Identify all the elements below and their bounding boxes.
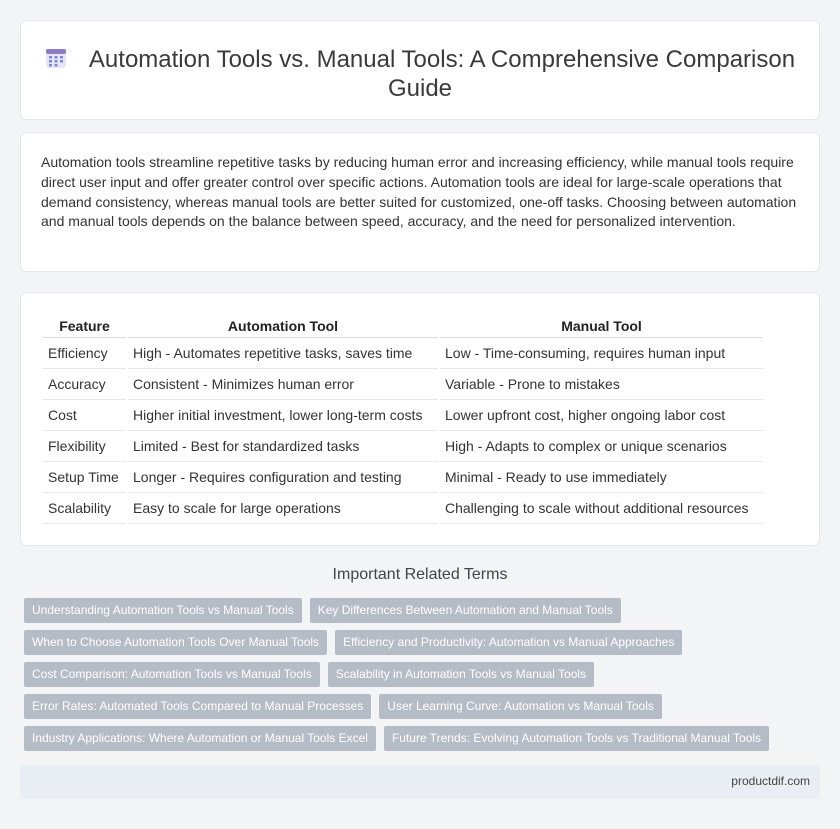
feature-cell: Scalability [43,492,127,523]
automation-cell: Consistent - Minimizes human error [127,368,439,399]
feature-cell: Flexibility [43,430,127,461]
table-row [43,399,763,430]
automation-cell: High - Automates repetitive tasks, saves time [127,337,439,368]
tag-row [24,598,824,630]
page-title [21,45,819,103]
manual-cell: Variable - Prone to mistakes [439,368,763,399]
related-term-link[interactable]: Future Trends: Evolving Automation Tools vs Traditional Manual Tools [384,726,769,751]
table-row [43,492,763,523]
tag-row [24,726,824,758]
automation-cell: Limited - Best for standardized tasks [127,430,439,461]
footer [20,765,820,799]
automation-cell: Higher initial investment, lower long-term costs [127,399,439,430]
automation-cell: Longer - Requires configuration and testing [127,461,439,492]
tag-row [24,662,824,694]
related-term-link[interactable]: Understanding Automation Tools vs Manual Tools [24,598,302,623]
manual-cell: Low - Time-consuming, requires human input [439,337,763,368]
table-row [43,337,763,368]
intro-card [20,132,820,272]
comparison-table [43,315,763,524]
related-term-link[interactable]: Key Differences Between Automation and Manual Tools [310,598,621,623]
manual-cell: Challenging to scale without additional resources [439,492,763,523]
header-automation-tool: Automation Tool [127,315,439,337]
page-title-text: Automation Tools vs. Manual Tools: A Comprehensive Comparison Guide [88,46,796,102]
related-terms-list [24,598,824,758]
tag-row [24,694,824,726]
related-term-link[interactable]: Industry Applications: Where Automation or Manual Tools Excel [24,726,376,751]
feature-cell: Setup Time [43,461,127,492]
related-term-link[interactable]: Scalability in Automation Tools vs Manual Tools [328,662,594,687]
footer-site-link[interactable]: productdif.com [731,774,810,788]
table-row [43,368,763,399]
manual-cell: Lower upfront cost, higher ongoing labor cost [439,399,763,430]
table-row [43,430,763,461]
manual-cell: High - Adapts to complex or unique scenarios [439,430,763,461]
feature-cell: Efficiency [43,337,127,368]
related-term-link[interactable]: User Learning Curve: Automation vs Manual Tools [379,694,662,719]
related-term-link[interactable]: Cost Comparison: Automation Tools vs Manual Tools [24,662,320,687]
automation-cell: Easy to scale for large operations [127,492,439,523]
intro-paragraph: Automation tools streamline repetitive tasks by reducing human error and increasing efficiency, while manual tools require direct user input and offer greater control over specific actions. Automation tools are ideal for large-scale operations that demand consistency, whereas manual tools are better suited for customized, one-off tasks. Choosing between automation and manual tools depends on the balance between speed, accuracy, and the need for personalized intervention. [41,154,797,230]
related-term-link[interactable]: Efficiency and Productivity: Automation vs Manual Approaches [335,630,682,655]
related-term-link[interactable]: Error Rates: Automated Tools Compared to Manual Processes [24,694,371,719]
calendar-icon [45,47,67,69]
table-header-row [43,315,763,337]
header-manual-tool: Manual Tool [439,315,763,337]
manual-cell: Minimal - Ready to use immediately [439,461,763,492]
feature-cell: Cost [43,399,127,430]
feature-cell: Accuracy [43,368,127,399]
comparison-card [20,292,820,546]
tag-row [24,630,824,662]
table-row [43,461,763,492]
header-feature: Feature [43,315,127,337]
related-term-link[interactable]: When to Choose Automation Tools Over Manual Tools [24,630,327,655]
related-terms-heading: Important Related Terms [332,566,508,583]
header-card [20,20,820,120]
